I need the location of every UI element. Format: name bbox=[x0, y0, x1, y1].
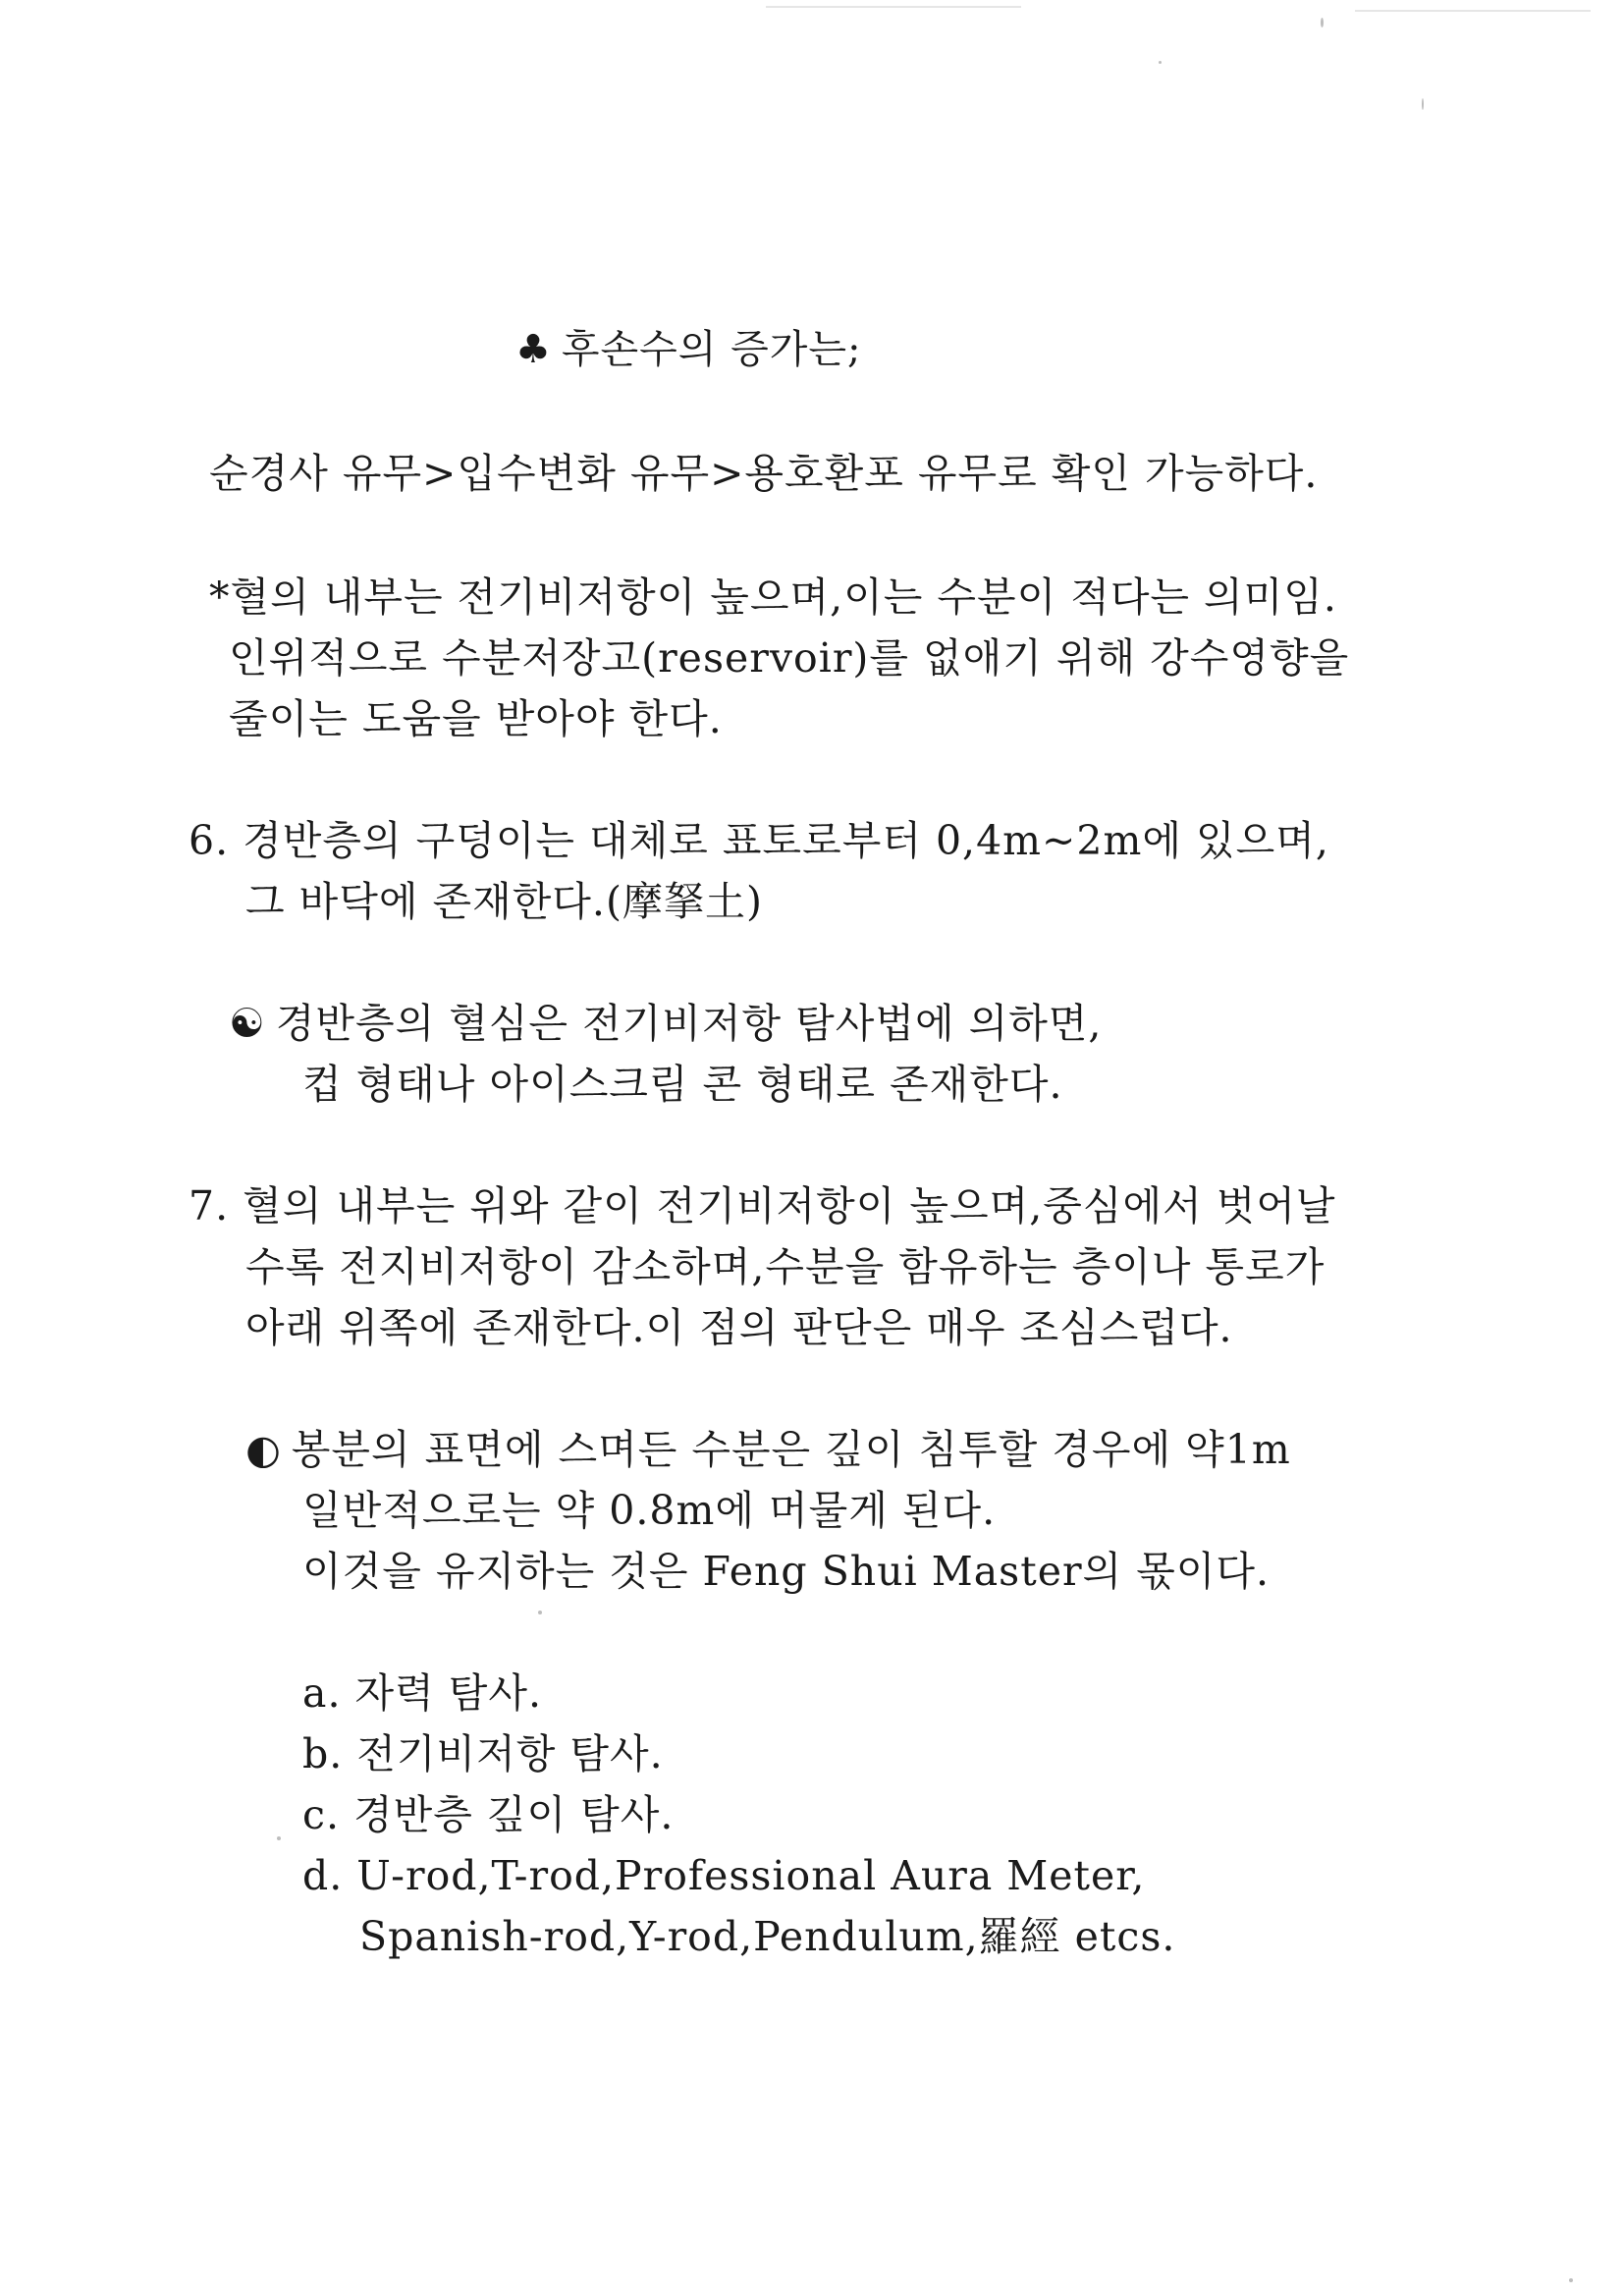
scan-edge-mark bbox=[766, 6, 1021, 8]
sub7-line-1 bbox=[245, 1424, 1291, 1475]
heading-text: 후손수의 증가는; bbox=[561, 327, 862, 372]
method-a: a. 자력 탐사. bbox=[302, 1669, 542, 1717]
club-icon: ♣ bbox=[515, 327, 552, 372]
item7-line-3: 아래 위쪽에 존재한다.이 점의 판단은 매우 조심스럽다. bbox=[245, 1304, 1233, 1351]
item6-line-2: 그 바닥에 존재한다.(摩拏土) bbox=[245, 878, 763, 925]
sub7-text-1: 봉분의 표면에 스며든 수분은 깊이 침투할 경우에 약1m bbox=[291, 1426, 1291, 1473]
item7-line-2: 수록 전지비저항이 감소하며,수분을 함유하는 층이나 통로가 bbox=[245, 1243, 1325, 1290]
scan-speck bbox=[1159, 61, 1162, 64]
scan-speck bbox=[538, 1611, 542, 1614]
sub6-line-2: 컵 형태나 아이스크림 콘 형태로 존재한다. bbox=[302, 1061, 1063, 1108]
intro-line: 순경사 유무>입수변화 유무>용호환포 유무로 확인 가능하다. bbox=[209, 450, 1319, 497]
note-line-3: 줄이는 도움을 받아야 한다. bbox=[229, 695, 723, 742]
sub6-text-1: 경반층의 혈심은 전기비저항 탐사법에 의하면, bbox=[275, 1000, 1103, 1047]
method-d-continued: Spanish-rod,Y-rod,Pendulum,羅經 etcs. bbox=[359, 1913, 1176, 1960]
scan-speck bbox=[1321, 18, 1324, 27]
scan-speck bbox=[1569, 2278, 1573, 2282]
half-circle-icon: ◐ bbox=[245, 1426, 282, 1473]
scan-speck bbox=[277, 1836, 281, 1840]
sub7-line-3: 이것을 유지하는 것은 Feng Shui Master의 몫이다. bbox=[302, 1548, 1271, 1595]
method-d: d. U-rod,T-rod,Professional Aura Meter, bbox=[302, 1852, 1146, 1899]
note-line-1: *혈의 내부는 전기비저항이 높으며,이는 수분이 적다는 의미임. bbox=[209, 574, 1337, 621]
item7-line-1: 7. 혈의 내부는 위와 같이 전기비저항이 높으며,중심에서 벗어날 bbox=[189, 1182, 1336, 1230]
sub7-line-2: 일반적으로는 약 0.8m에 머물게 된다. bbox=[302, 1487, 997, 1534]
note-line-2: 인위적으로 수분저장고(reservoir)를 없애기 위해 강수영향을 bbox=[229, 634, 1350, 682]
scan-speck bbox=[1422, 98, 1424, 110]
section-heading bbox=[515, 324, 862, 375]
method-b: b. 전기비저항 탐사. bbox=[302, 1730, 664, 1777]
sub6-line-1 bbox=[229, 998, 1102, 1049]
item6-line-1: 6. 경반층의 구덩이는 대체로 표토로부터 0,4m~2m에 있으며, bbox=[189, 817, 1329, 864]
method-c: c. 경반층 깊이 탐사. bbox=[302, 1791, 675, 1838]
yin-yang-icon: ☯ bbox=[229, 1000, 266, 1047]
scan-edge-mark bbox=[1355, 10, 1591, 12]
